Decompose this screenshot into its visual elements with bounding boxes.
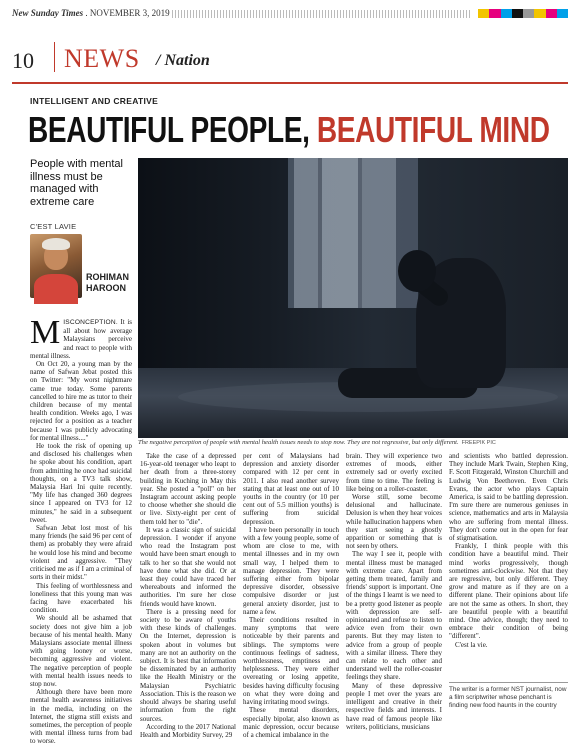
paragraph: These mental disorders, especially bipolar, also known as manic depression, occur because of a chemical imbalance in the: [243, 706, 339, 739]
paragraph: brain. They will experience two extremes of moods, either extremely sad or overly excited from time to time. The feeling is like being on a roller-coaster.: [346, 452, 442, 493]
lead-caps: ISCONCEPTION.: [63, 319, 118, 326]
registration-swatch: [546, 9, 557, 18]
bio-divider: [449, 682, 568, 683]
paragraph: Safwan Jebat lost most of his many friends (he said 96 per cent of them) as probably they were afraid he would lose his mind and become violent and aggressive. "They criticised me as if I am a criminal of sorts in their midst.": [30, 524, 132, 582]
body-column-1: [30, 314, 132, 746]
registration-swatch: [501, 9, 512, 18]
headline-black: BEAUTIFUL PEOPLE,: [28, 109, 310, 150]
paragraph: per cent of Malaysians had depression and anxiety disorder compared with 12 per cent in 2011. I also read another survey stating that at least one out of 10 youths in the country (or 10 per cent out of 5.5 million youths) is suffering from suicidal depression.: [243, 452, 339, 526]
photo-caption: [138, 439, 568, 446]
headline: [28, 110, 550, 150]
issue-date: . NOVEMBER 3, 2019: [85, 8, 170, 18]
registration-swatch: [489, 9, 500, 18]
registration-swatch: [534, 9, 545, 18]
paragraph: I have been personally in touch with a few young people, some of whom are close to me, with mental illnesses and in my own small way, I helped them to manage depression. They were suffering either from bipolar depressive disorder, obsessive compulsive disorder or just general anxiety disorder, just to name a few.: [243, 525, 339, 616]
photo-credit: FREEPIK PIC: [461, 440, 496, 446]
section-rule: [12, 82, 568, 84]
barcode-strip: [172, 10, 472, 18]
paragraph: He took the risk of opening up and disclosed his challenges when he spoke about his condition, apart from admitting he once had suicidal thoughts, on a TV3 talk show, Malaysia Hari Ini quite recently. "My life has changed 360 degrees since I appeared on TV3 for 12 minutes," he said in a subsequent tweet.: [30, 442, 132, 524]
paragraph: There is a pressing need for society to be aware of youths with these kinds of challenges. On the Internet, depression is spoken about in volumes but many are not an authority on the subject. It is best that information be disseminated by an authority like the Health Ministry or the Malaysian Psychiatric Association. This is the reason we should always be sharing useful information from the right sources.: [140, 607, 236, 723]
paragraph: Frankly, I think people with this condition have a beautiful mind. Their mind works progressively, though sometimes anti-clockwise. Not that they are regressive, but only different. They grow and mature as if they are on a different plane. Their opinions about life are not the same as others. In short, they are beautiful people with a beautiful mind. One advice, though; they need to embrace their condition of being "different".: [449, 542, 568, 641]
paragraph: Their conditions resulted in many symptoms that were noticeable by their parents and siblings. The symptoms were continuous feelings of sadness, worthlessness, emptiness and helplessness. They were either overeating or losing appetite, besides having difficulty focusing on what they were doing and having irritating mood swings.: [243, 616, 339, 707]
page-number: 10: [12, 48, 34, 73]
masthead: [12, 8, 568, 22]
author-first-name: ROHIMAN: [86, 272, 129, 282]
dropcap: M: [30, 314, 61, 351]
author-last-name: HAROON: [86, 283, 126, 293]
paragraph: Take the case of a depressed 16-year-old teenager who leapt to her death from a three-storey building in Kuching in May this year. She posted a "poll" on her Instagram account asking people to choose whether she should die or live. Sixty-eight per cent of them told her to "die".: [140, 452, 236, 526]
registration-swatch: [557, 9, 568, 18]
registration-color-bar: [478, 9, 568, 18]
paragraph: On Oct 20, a young man by the name of Safwan Jebat posted this on Twitter: "My worst nightmare came true today. Some parents cancelled to hire me as tutor to their children because of my mental health condition. Weeks ago, I was rejected for a position as a teacher because I was publicly advocating for mental illness....": [30, 360, 132, 442]
paper-name: New Sunday Times: [12, 8, 84, 18]
paragraph: Many of these depressive people I met over the years are intelligent and creative in their respective fields and interests. I have read of famous people like writers, politicians, musicians: [346, 681, 442, 731]
photo-person-silhouette: [398, 218, 508, 388]
hero-photo: [138, 158, 568, 436]
paragraph: Although there have been more mental health awareness initiatives in the media, including on the Internet, the stigma still exists and sometimes, the perception of people with mental illness turns from bad to worse.: [30, 688, 132, 746]
standfirst: People with mental illness must be managed with extreme care: [30, 158, 123, 208]
paragraph: Worse still, some become delusional and hallucinate. Delusion is when they hear voices while hallucination happens when they start seeing a ghostly apparition or something that is not seen by others.: [346, 493, 442, 551]
registration-swatch: [478, 9, 489, 18]
author-bio: The writer is a former NST journalist, now a film scriptwriter whose penchant is finding new food haunts in the country: [449, 686, 567, 709]
paragraph: and scientists who battled depression. They include Mark Twain, Stephen King, F. Scott Fitzgerald, Winston Churchill and Ludwig Von Beethoven. Even Chris Evans, the actor who plays Captain America, is said to be battling depression. I'm sure there are numerous geniuses in science, mathematics and arts in Malaysia who are suffering from mental illness. They don't come out in the open for fear of stigmatisation.: [449, 452, 568, 543]
body-column-4: [346, 452, 442, 731]
paragraph: This feeling of worthlessness and loneliness that this young man was facing have exacerbated his condition.: [30, 581, 132, 615]
column-label: C'EST LAVIE: [30, 222, 77, 231]
paragraph: It is all about how average Malaysians perceive and react to people with mental illness.: [30, 318, 132, 360]
paragraph: We should all be ashamed that society does not give him a job because of his mental health. Many Malaysians associate mental illness with going looney or worse, becoming aggressive and violent. The negative perception of people with mental health issues needs to stop now.: [30, 614, 132, 688]
paragraph: It was a classic sign of suicidal depression. I wonder if anyone who read the Instagram post would have been smart enough to talk to her so that she would not have done what she did. Or at least they could have traced her whereabouts and informed the authorities. I'm sure her close friends would have known.: [140, 525, 236, 608]
sign-off: C'est la vie.: [455, 640, 488, 649]
section-divider: [54, 42, 55, 72]
author-byline: [86, 272, 129, 294]
lead-paragraph: [30, 314, 132, 360]
section-name: NEWS: [64, 44, 140, 73]
registration-swatch: [523, 9, 534, 18]
registration-swatch: [512, 9, 523, 18]
paragraph: According to the 2017 National Health and Morbidity Survey, 29: [140, 722, 236, 739]
section-header: [12, 40, 568, 76]
headline-red: BEAUTIFUL MIND: [316, 109, 550, 150]
caption-text: The negative perception of people with mental health issues needs to stop now. They are not regressive, but only different.: [138, 439, 459, 446]
body-column-3: [243, 452, 339, 739]
kicker: INTELLIGENT AND CREATIVE: [30, 96, 159, 106]
masthead-text: [12, 8, 170, 18]
section-subname: / Nation: [156, 52, 210, 69]
body-column-2: [140, 452, 236, 739]
author-portrait: [30, 234, 82, 298]
body-column-5: [449, 452, 568, 662]
paragraph: The way I see it, people with mental illness must be managed with extreme care. Apart from getting them treated, family and friends' support is important. One of the things I learnt is we need to be a pretty good listener as people with depression are self-opinionated and refuse to listen to advice even from their own parents. But they may listen to advice from a group of people with a similar illness. There they can relate to each other and understand well the roller-coaster feelings they share.: [346, 550, 442, 682]
